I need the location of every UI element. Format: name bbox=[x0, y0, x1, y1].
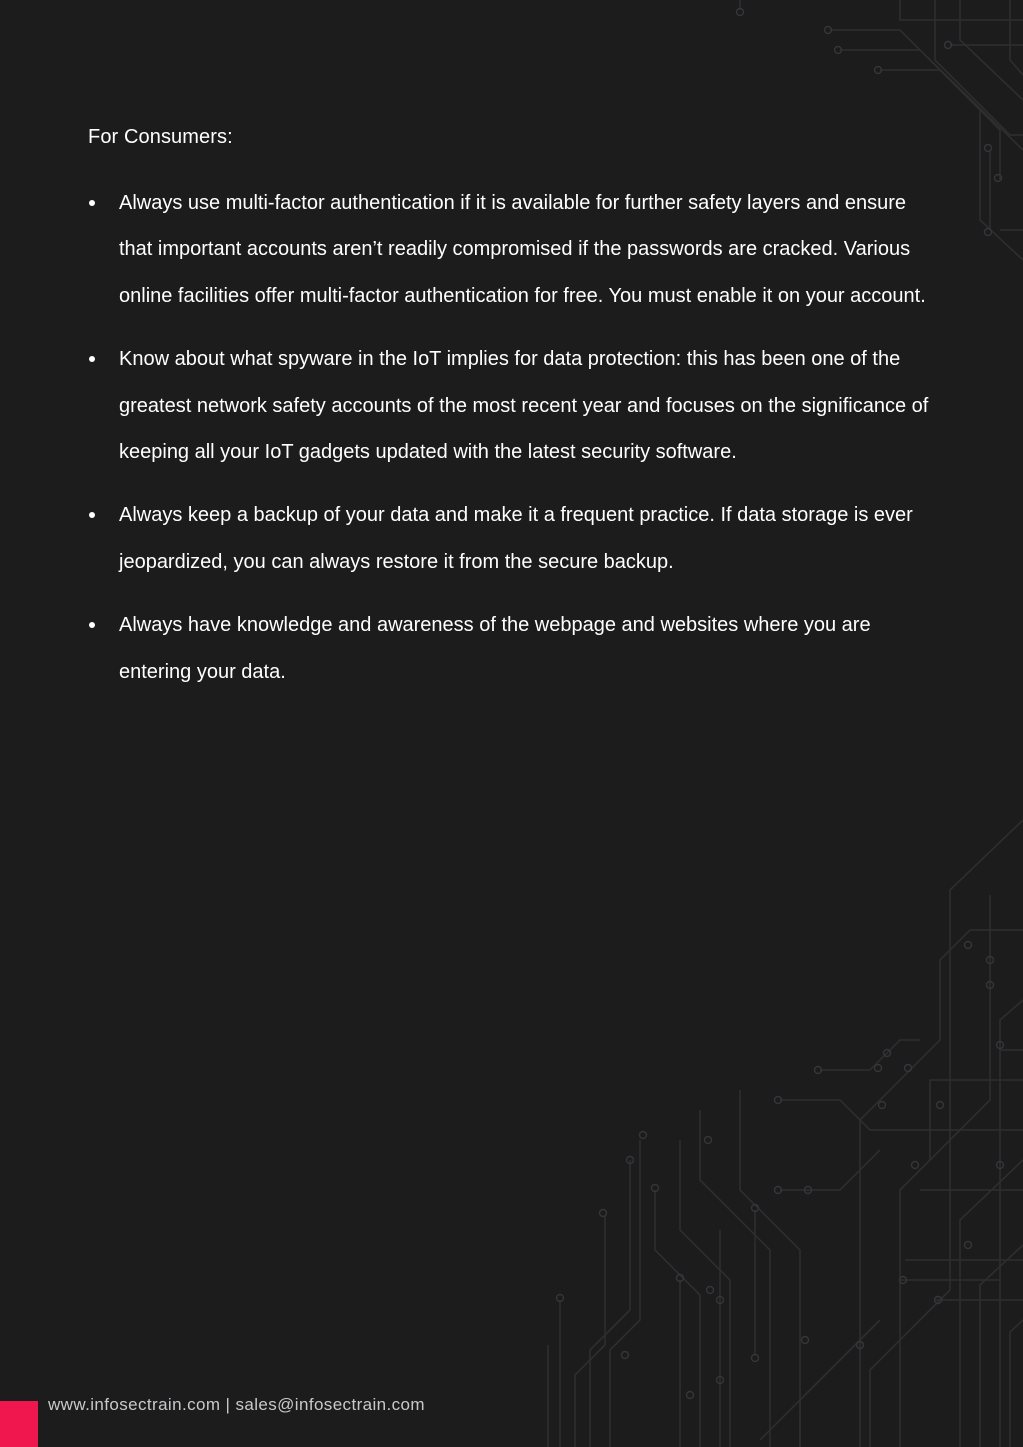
bullet-icon bbox=[89, 200, 95, 206]
main-content bbox=[88, 122, 938, 712]
bullet-icon bbox=[89, 622, 95, 628]
bullet-icon bbox=[89, 356, 95, 362]
list-item bbox=[88, 336, 938, 475]
footer-accent-square bbox=[0, 1401, 38, 1447]
bullet-text: Always have knowledge and awareness of the webpage and websites where you are entering your data. bbox=[119, 614, 871, 683]
bullet-text: Know about what spyware in the IoT implies for data protection: this has been one of the greatest network safety accounts of the most recent year and focuses on the significance of keeping all your IoT gadgets updated with the latest security software. bbox=[119, 348, 929, 464]
list-item bbox=[88, 492, 938, 585]
bullet-list bbox=[88, 180, 938, 695]
bullet-text: Always use multi-factor authentication if it is available for further safety layers and ensure that important accounts aren’t readily compromised if the passwords are cracked. Various online facilities offer multi-factor authentication for free. You must enable it on your account. bbox=[119, 192, 926, 307]
footer-contact: www.infosectrain.com | sales@infosectrain.com bbox=[48, 1395, 425, 1414]
list-item bbox=[88, 180, 938, 319]
list-item bbox=[88, 602, 938, 695]
bullet-text: Always keep a backup of your data and make it a frequent practice. If data storage is ever jeopardized, you can always restore it from the secure backup. bbox=[119, 504, 913, 573]
bullet-icon bbox=[89, 512, 95, 518]
section-heading: For Consumers: bbox=[88, 126, 233, 148]
